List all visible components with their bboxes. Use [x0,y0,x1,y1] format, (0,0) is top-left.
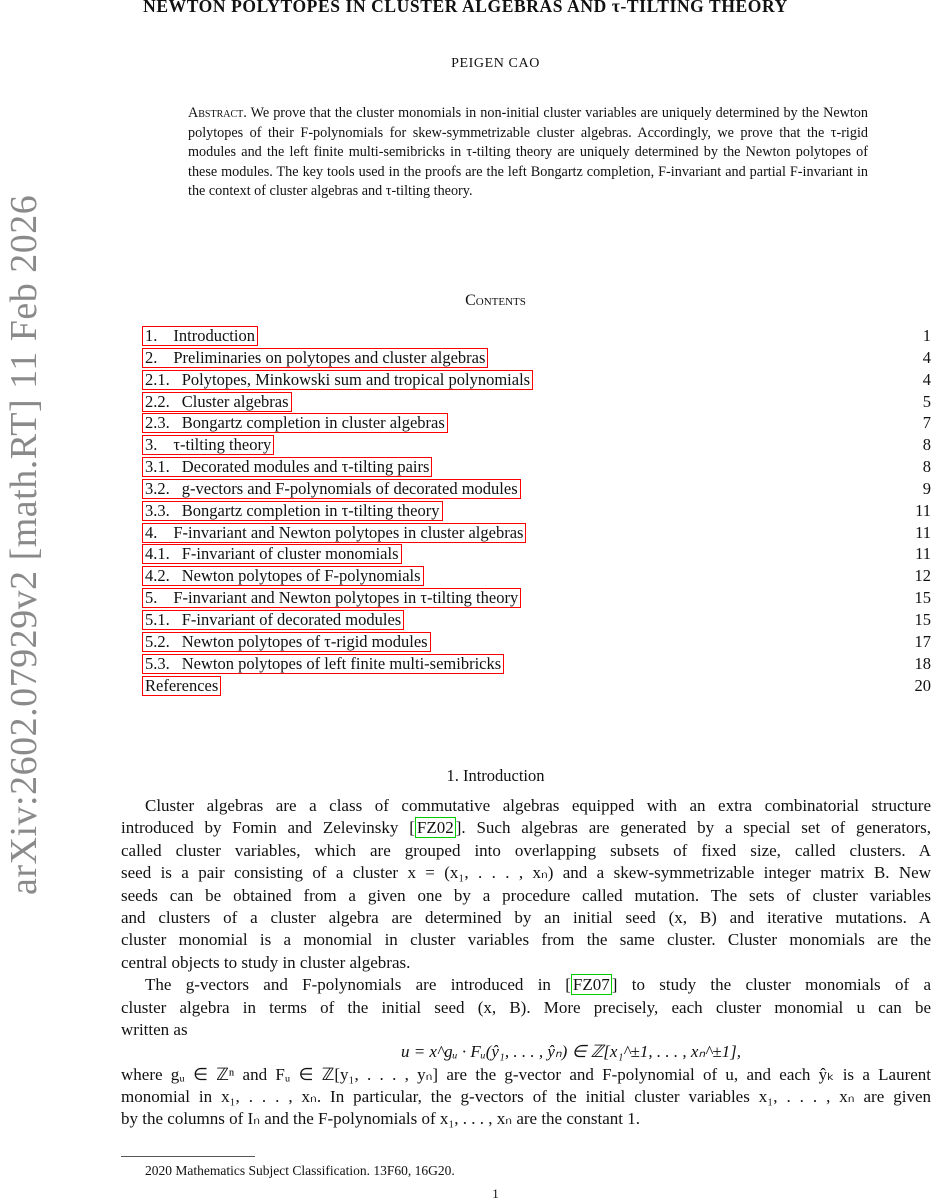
page-number: 1 [492,1186,499,1200]
toc-link[interactable] [142,326,258,346]
text-line: cluster algebra in terms of the initial seed (x, B). More precisely, each cluster monomial u can be [121,997,931,1017]
toc-page-number: 5 [922,391,931,411]
toc-number: 5.2. [145,631,170,651]
footnote: 2020 Mathematics Subject Classification. 13F60, 16G20. [145,1163,455,1178]
toc-link[interactable] [142,523,526,543]
toc-page-number: 15 [914,588,931,608]
toc-page-number: 11 [915,544,931,564]
toc-page-number: 9 [922,478,931,498]
toc-title: F-invariant of cluster monomials [181,544,399,564]
toc-number: 2.2. [145,391,170,411]
text-line: monomial in x₁, . . . , xₙ. In particular, the g-vectors of the initial cluster variables x₁, . . . , xₙ are given [121,1087,931,1107]
toc-title: Newton polytopes of left finite multi-semibricks [181,653,502,673]
abstract-text: We prove that the cluster monomials in non-initial cluster variables are uniquely determined by the Newton polytopes of their F-polynomials for skew-symmetrizable cluster algebras. Accordingly, we prove that the τ-rigid modules and the left finite multi-semibricks in τ-tilting theory are uniquely determined by the Newton polytopes of these modules. The key tools used in the proofs are the left Bongartz completion, F-invariant and partial F-invariant in the context of cluster algebras and τ-tilting theory. [188,105,868,200]
toc-page-number: 17 [914,631,931,651]
text-line: and clusters of a cluster algebra are determined by an initial seed (x, B) and iterative mutations. A [121,907,931,927]
toc-entry [142,565,931,587]
toc-page-number: 8 [922,457,931,477]
toc-entry [142,675,931,697]
toc-page-number: 8 [922,435,931,455]
citation-link[interactable]: FZ07 [572,975,610,995]
toc-number: 3.3. [145,500,170,520]
toc-number: 2. [145,347,158,367]
text-line: The g-vectors and F-polynomials are introduced in [ FZ07 ] to study the cluster monomials of a [145,975,931,995]
toc-link[interactable] [142,370,533,390]
toc-number: 4.1. [145,544,170,564]
toc-title: F-invariant and Newton polytopes in cluster algebras [173,522,524,542]
table-of-contents [142,325,931,696]
toc-entry [142,456,931,478]
toc-number: 2.3. [145,413,170,433]
toc-link[interactable] [142,479,521,499]
toc-number: 4.2. [145,566,170,586]
toc-page-number: 1 [922,326,931,345]
toc-page-number: 15 [914,609,931,629]
author: PEIGEN CAO [451,56,540,71]
toc-title: Decorated modules and τ-tilting pairs [181,457,430,477]
abstract [188,104,868,202]
toc-number: 5.3. [145,653,170,673]
toc-link[interactable] [142,348,488,368]
toc-title: Bongartz completion in cluster algebras [181,413,445,433]
toc-entry [142,653,931,675]
toc-number: 3. [145,435,158,455]
toc-page-number: 4 [922,347,931,367]
text-line: cluster monomial is a monomial in cluster variables from the same cluster. Cluster monomials are the [121,930,931,950]
toc-link[interactable] [142,544,402,564]
arxiv-stamp: arXiv:2602.07929v2 [math.RT] 11 Feb 2026 [3,194,45,895]
toc-link[interactable] [142,435,274,455]
toc-title: Polytopes, Minkowski sum and tropical polynomials [181,369,531,389]
toc-entry [142,434,931,456]
toc-page-number: 11 [915,522,931,542]
toc-entry [142,369,931,391]
toc-entry [142,631,931,653]
text-span: introduced by Fomin and Zelevinsky [121,818,410,838]
text-line: where gᵤ ∈ ℤⁿ and Fᵤ ∈ ℤ[y₁, . . . , yₙ] are the g-vector and F-polynomial of u, and each ŷₖ is a Laurent [121,1064,931,1084]
toc-page-number: 7 [922,413,931,433]
toc-link[interactable] [142,413,448,433]
toc-number: 3.2. [145,478,170,498]
text-line: by the columns of Iₙ and the F-polynomials of x₁, . . . , xₙ are the constant 1. [121,1109,640,1129]
toc-link[interactable] [142,566,424,586]
toc-title: F-invariant and Newton polytopes in τ-tilting theory [173,588,519,608]
toc-link[interactable] [142,632,431,652]
toc-title: Introduction [173,326,255,345]
toc-entry [142,412,931,434]
toc-entry [142,522,931,544]
toc-title: Cluster algebras [181,391,289,411]
toc-link[interactable] [142,392,292,412]
toc-entry [142,478,931,500]
toc-page-number: 11 [915,500,931,520]
toc-title: References [145,675,219,695]
toc-page-number: 20 [914,675,931,695]
text-line: seeds can be obtained from a given one by a procedure called mutation. The sets of cluster variables [121,885,931,905]
toc-entry [142,325,931,347]
toc-title: Preliminaries on polytopes and cluster algebras [173,347,486,367]
text-span: . Such algebras are generated by a special set of generators, [461,818,931,838]
toc-page-number: 18 [914,653,931,673]
toc-entry [142,391,931,413]
toc-entry [142,543,931,565]
toc-entry [142,347,931,369]
toc-number: 1. [145,326,158,345]
toc-number: 4. [145,522,158,542]
toc-page-number: 4 [922,369,931,389]
toc-link[interactable] [142,457,432,477]
equation: u = x^gᵤ · Fᵤ(ŷ₁, . . . , ŷₙ) ∈ ℤ[x₁^±1, . . . , xₙ^±1], [400,1042,742,1062]
toc-number: 5. [145,588,158,608]
section-heading-introduction: 1. Introduction [446,766,545,785]
toc-entry [142,587,931,609]
text-line: seed is a pair consisting of a cluster x = (x₁, . . . , xₙ) and a skew-symmetrizable integer matrix B. New [121,863,931,883]
toc-title: τ-tilting theory [173,435,272,455]
contents-heading: Contents [465,292,526,309]
toc-number: 2.1. [145,369,170,389]
toc-link[interactable] [142,588,521,608]
introduction-body [121,795,931,1131]
text-line: central objects to study in cluster algebras. [121,952,411,972]
toc-link[interactable] [142,610,404,630]
citation-link[interactable]: FZ02 [416,818,454,838]
toc-link[interactable] [142,654,504,674]
toc-title: Newton polytopes of F-polynomials [181,566,421,586]
toc-title: Bongartz completion in τ-tilting theory [181,500,440,520]
toc-number: 3.1. [145,457,170,477]
text-line: called cluster variables, which are grouped into overlapping subsets of fixed size, called clusters. A [121,840,931,860]
toc-page-number: 12 [914,566,931,586]
toc-title: Newton polytopes of τ-rigid modules [181,631,428,651]
text-span: The g-vectors and F-polynomials are introduced in [145,975,566,995]
abstract-label: Abstract. [188,105,247,121]
toc-entry [142,609,931,631]
text-line: Cluster algebras are a class of commutative algebras equipped with an extra combinatorial structure [145,796,931,815]
toc-title: F-invariant of decorated modules [181,609,402,629]
toc-link[interactable] [142,676,221,696]
toc-number: 5.1. [145,609,170,629]
toc-link[interactable] [142,501,443,521]
paper-title: NEWTON POLYTOPES IN CLUSTER ALGEBRAS AND τ-TILTING THEORY [143,0,788,16]
toc-entry [142,500,931,522]
text-line: introduced by Fomin and Zelevinsky [ FZ02 ]. Such algebras are generated by a special set of generators, [121,818,931,838]
footnote-rule [121,1156,255,1157]
text-span: to study the cluster monomials of a [617,975,931,995]
text-line: written as [121,1019,188,1039]
toc-title: g-vectors and F-polynomials of decorated modules [181,478,518,498]
